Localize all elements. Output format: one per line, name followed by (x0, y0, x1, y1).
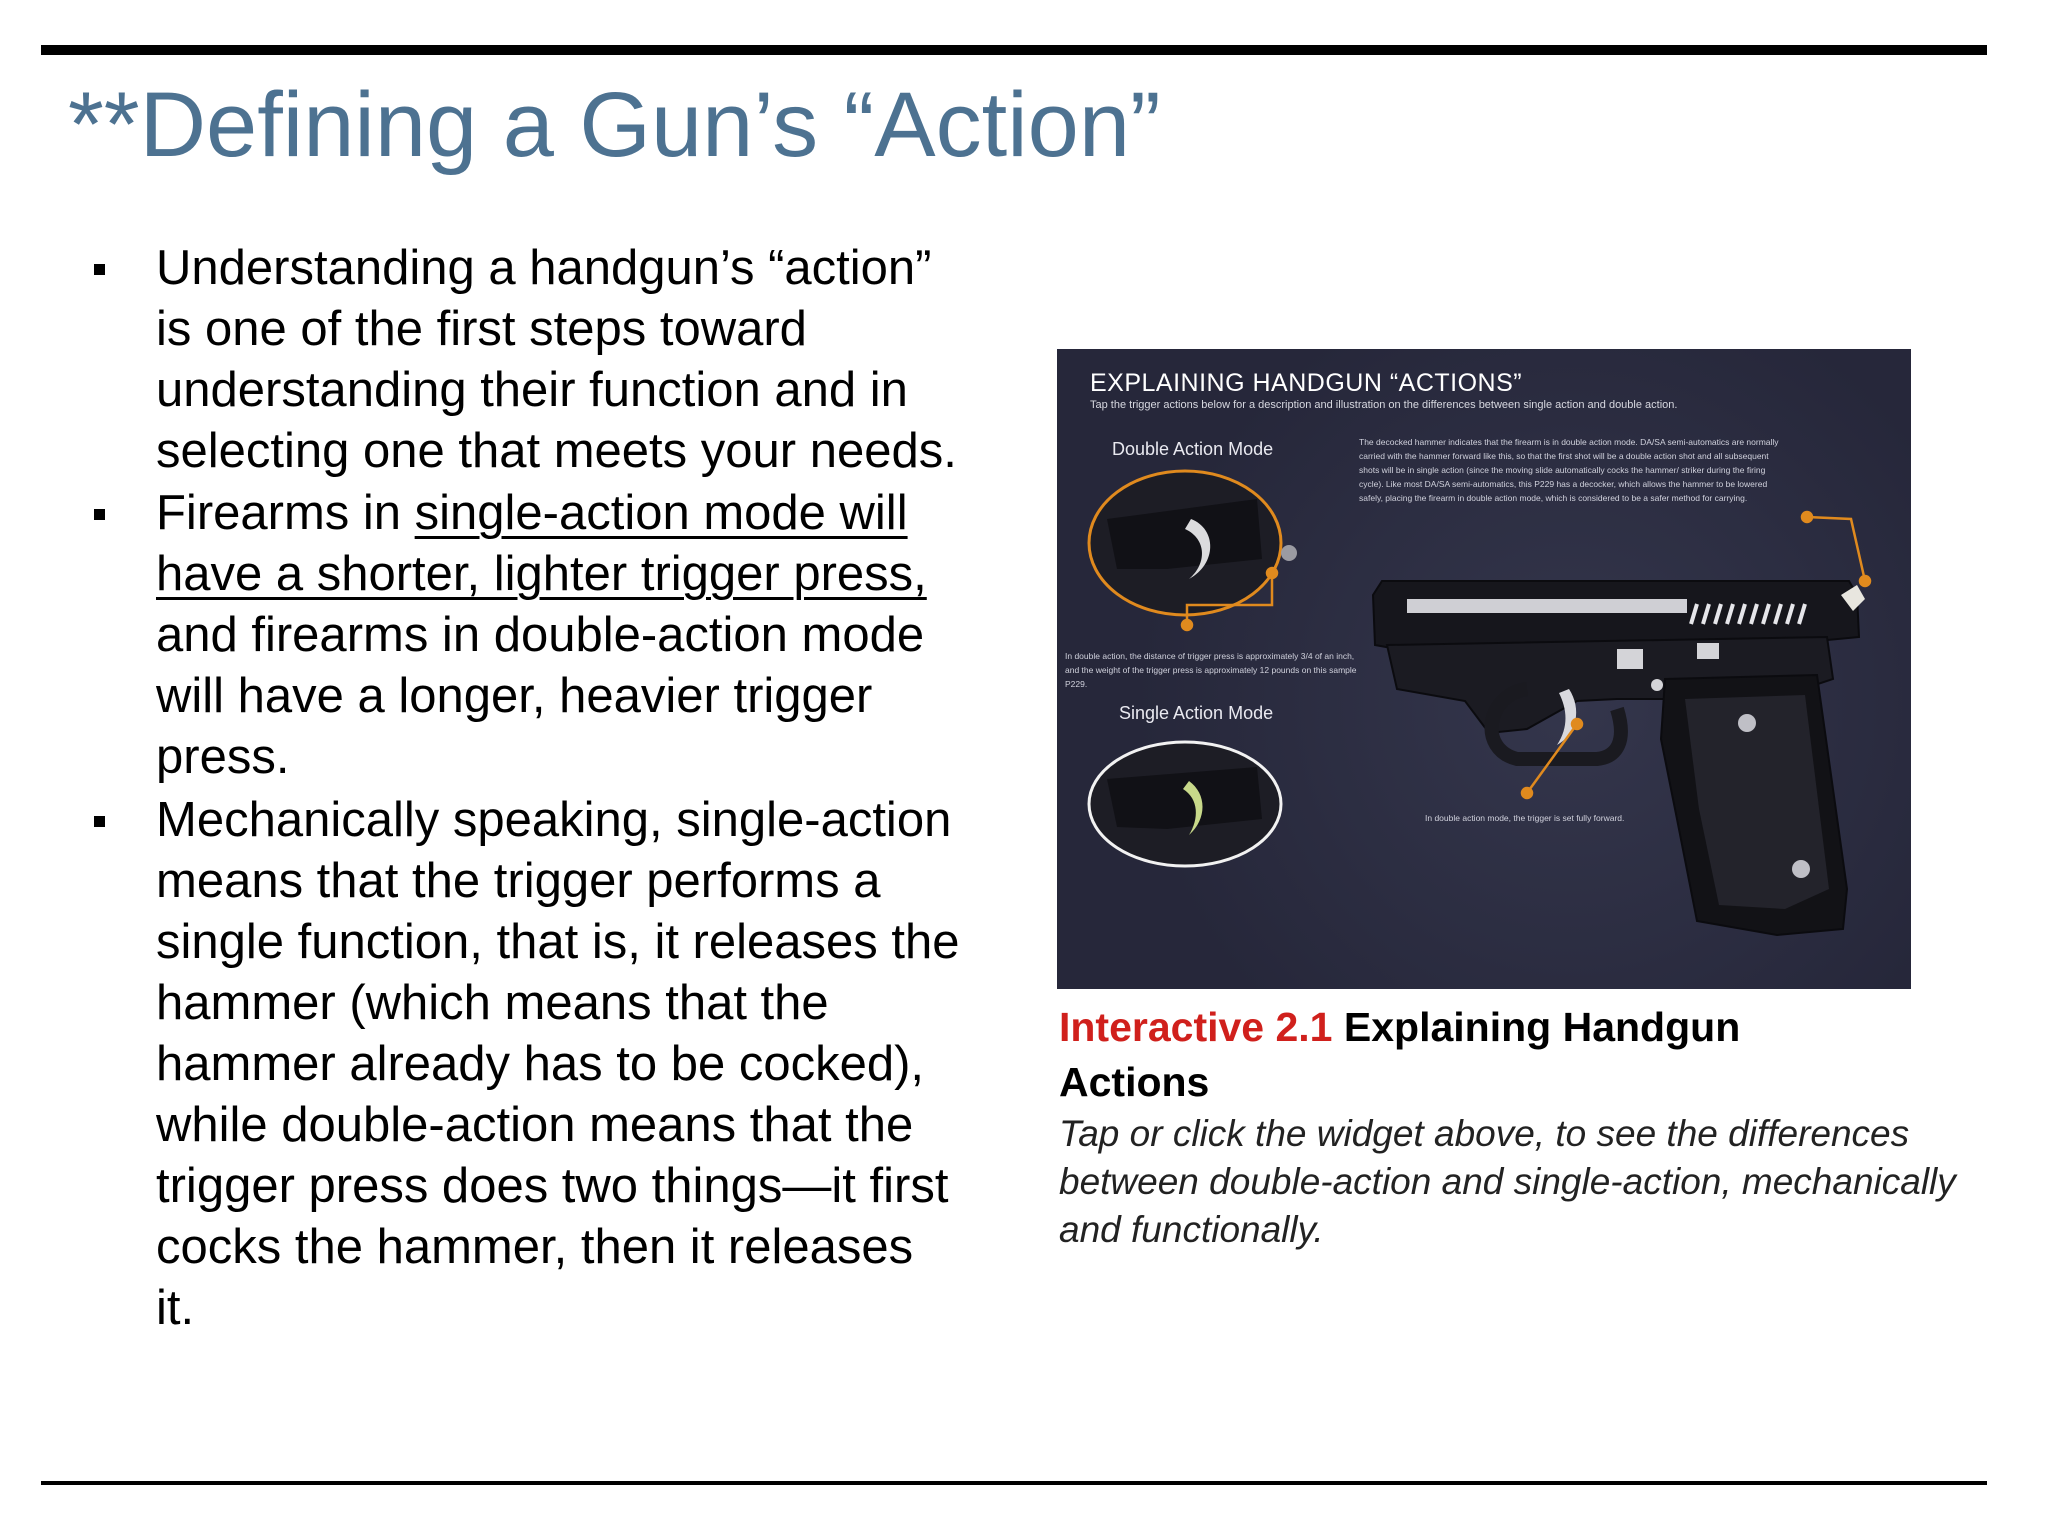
figure-caption-heading (1059, 1000, 1859, 1110)
underlined-text: single-action mode will (414, 486, 908, 540)
underlined-text: have a shorter, lighter trigger press, (156, 547, 927, 601)
bullet-line: trigger press does two things—it first (156, 1159, 949, 1213)
widget-subtitle: Tap the trigger actions below for a description and illustration on the differences between single action and double action. (1090, 399, 1678, 411)
bullet-line: single function, that is, it releases the (156, 915, 960, 969)
bullet-line: selecting one that meets your needs. (156, 424, 957, 478)
bullet-line: Understanding a handgun’s “action” (156, 241, 932, 295)
widget-title: EXPLAINING HANDGUN “ACTIONS” (1090, 369, 1523, 397)
line-text: Firearms in (156, 486, 415, 540)
bullet-line: and firearms in double-action mode (156, 608, 925, 662)
bullet-line: means that the trigger performs a (156, 854, 881, 908)
hammer-note: The decocked hammer indicates that the firearm is in double action mode. DA/SA semi-automatics are normally carried with the hammer forward like this, so that the first shot will be a double action shot and all subsequent shots will be in single action (since the moving slide automatically cocks the hammer/ striker during the firing cycle). Like most DA/SA semi-automatics, this P229 has a decocker, which allows the hammer to be lowered safely, placing the firearm in double action mode, which is considered to be a safer method for carrying. (1359, 437, 1779, 503)
bullet-line: hammer (which means that the (156, 976, 829, 1030)
bullet-line: while double-action means that the (156, 1098, 914, 1152)
double-action-mode-button[interactable]: Double Action Mode (1112, 439, 1274, 459)
bullet-line (156, 544, 927, 605)
slide-title: **Defining a Gun’s “Action” (68, 74, 1161, 176)
bullet-line (156, 483, 908, 544)
bullet-line: hammer already has to be cocked), (156, 1037, 925, 1091)
handgun-actions-widget[interactable] (1057, 349, 1911, 989)
bullet-line: is one of the first steps toward (156, 302, 807, 356)
bullet-line: will have a longer, heavier trigger (156, 669, 873, 723)
trigger-position-note: In double action mode, the trigger is set fully forward. (1425, 813, 1625, 823)
pistol-icon (1373, 581, 1865, 935)
single-action-mode-button[interactable]: Single Action Mode (1119, 703, 1274, 723)
bullet-line: press. (156, 730, 290, 784)
bullet-line: it. (156, 1281, 195, 1335)
bullet-marker (94, 264, 105, 275)
trigger-distance-note: In double action, the distance of trigger press is approximately 3/4 of an inch, and the weight of the trigger press is approximately 12 pounds on this sample P229. (1065, 651, 1357, 689)
bullet-line: Mechanically speaking, single-action (156, 793, 952, 847)
figure-caption-body: Tap or click the widget above, to see the differences between double-action and single-action, mechanically and functionally. (1059, 1113, 1956, 1250)
bullet-marker (94, 816, 105, 827)
figure-caption-title: Explaining Handgun Actions (1059, 1004, 1741, 1105)
bottom-rule (41, 1481, 1987, 1485)
bullet-line: cocks the hammer, then it releases (156, 1220, 914, 1274)
top-rule (41, 45, 1987, 55)
bullet-line: understanding their function and in (156, 363, 908, 417)
figure-caption-label: Interactive 2.1 (1059, 1004, 1333, 1050)
bullet-marker (94, 509, 105, 520)
